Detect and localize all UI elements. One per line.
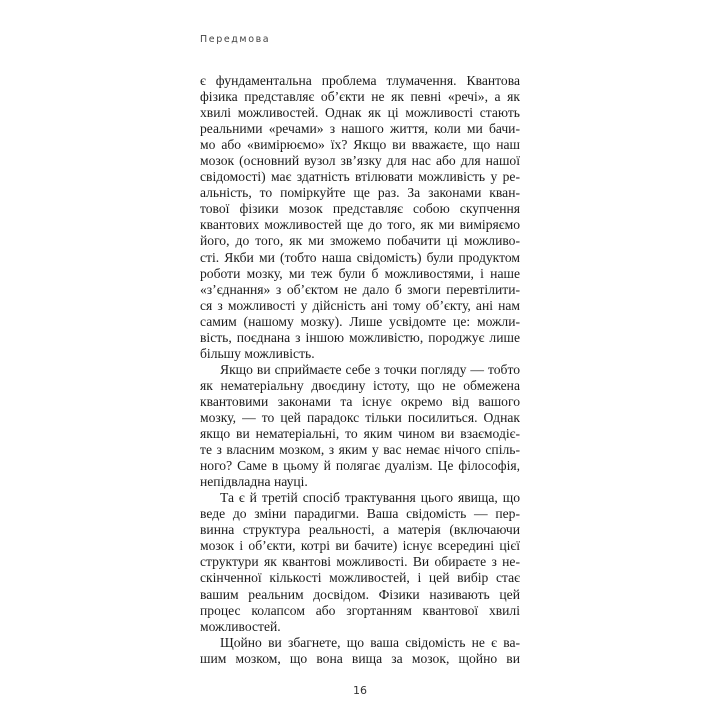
text-line: як нематеріальну двоєдину істоту, що не обмежена bbox=[200, 377, 520, 393]
text-line: роботи мозку, ми теж були б можливостями, і наше bbox=[200, 265, 520, 281]
text-line: самим (нашому мозку). Лише усвідомте це: можли- bbox=[200, 313, 520, 329]
text-line: те з власним мозком, з яким у вас немає нічого спіль- bbox=[200, 442, 520, 458]
text-line: свідомості) має здатність втілювати можливість у ре- bbox=[200, 169, 520, 185]
text-line: мозку, — то цей парадокс тільки посилиться. Однак bbox=[200, 409, 520, 425]
text-line: процес колапсом або згортанням квантової хвилі bbox=[200, 602, 520, 618]
running-header: Передмова bbox=[200, 34, 271, 45]
paragraph bbox=[200, 362, 520, 490]
text-line: Та є й третій спосіб трактування цього явища, що bbox=[220, 490, 520, 506]
text-line: фізика представляє об’єкти не як певні «речі», а як bbox=[200, 89, 520, 105]
text-line: ся з можливості у дійсність ані тому об’єкту, ані нам bbox=[200, 297, 520, 313]
text-line: непідвладна науці. bbox=[200, 474, 308, 490]
text-line: вість, поєднана з іншою можливістю, породжує лише bbox=[200, 329, 520, 345]
paragraph bbox=[200, 490, 520, 634]
text-line: сті. Якби ми (тобто наша свідомість) були продуктом bbox=[200, 249, 520, 265]
text-line: можливостей. bbox=[200, 618, 281, 634]
text-line: ного? Саме в цьому й полягає дуалізм. Це філософія, bbox=[200, 458, 520, 474]
text-line: Якщо ви сприймаєте себе з точки погляду — тобто bbox=[220, 361, 520, 377]
body-text bbox=[200, 73, 520, 667]
text-line: структури як квантові можливості. Ви обираєте з не- bbox=[200, 554, 520, 570]
text-line: вашим реальним досвідом. Фізики називають цей bbox=[200, 586, 520, 602]
text-line: скінченної кількості можливостей, і цей вибір стає bbox=[200, 570, 520, 586]
text-line: альність, то поміркуйте ще раз. За законами кван- bbox=[200, 185, 520, 201]
text-line: його, до того, як ми зможемо побачити ці можливо- bbox=[200, 233, 520, 249]
text-line: якщо ви нематеріальні, то яким чином ви взаємодіє- bbox=[200, 426, 520, 442]
text-line: мозок (основний вузол зв’язку для нас або для нашої bbox=[200, 153, 520, 169]
page-number: 16 bbox=[353, 684, 367, 697]
text-line: винна структура реальності, а матерія (включаючи bbox=[200, 522, 520, 538]
text-line: є фундаментальна проблема тлумачення. Квантова bbox=[200, 73, 520, 88]
text-line: тової фізики мозок представляє собою скупчення bbox=[200, 201, 520, 217]
text-line: квантовими законами та існує окремо від вашого bbox=[200, 393, 520, 409]
text-line: мо або «вимірюємо» їх? Якщо ви вважаєте, що наш bbox=[200, 137, 520, 153]
text-line: шим мозком, що вона вища за мозок, щойно ви bbox=[200, 650, 520, 666]
text-line: «з’єднання» з об’єктом не дало б змоги перевтілити- bbox=[200, 281, 520, 297]
text-line: хвилі можливостей. Однак як ці можливості стають bbox=[200, 105, 520, 121]
paragraph bbox=[200, 635, 520, 667]
text-line: квантових можливостей ще до того, як ми виміряємо bbox=[200, 217, 520, 233]
text-line: реальними «речами» з нашого життя, коли ми бачи- bbox=[200, 121, 520, 137]
paragraph bbox=[200, 73, 520, 362]
text-line: веде до зміни парадигми. Ваша свідомість — пер- bbox=[200, 506, 520, 522]
text-line: Щойно ви збагнете, що ваша свідомість не є ва- bbox=[220, 634, 520, 650]
text-line: більшу можливість. bbox=[200, 345, 315, 361]
text-line: мозок і об’єкти, котрі ви бачите) існує всередині цієї bbox=[200, 538, 520, 554]
